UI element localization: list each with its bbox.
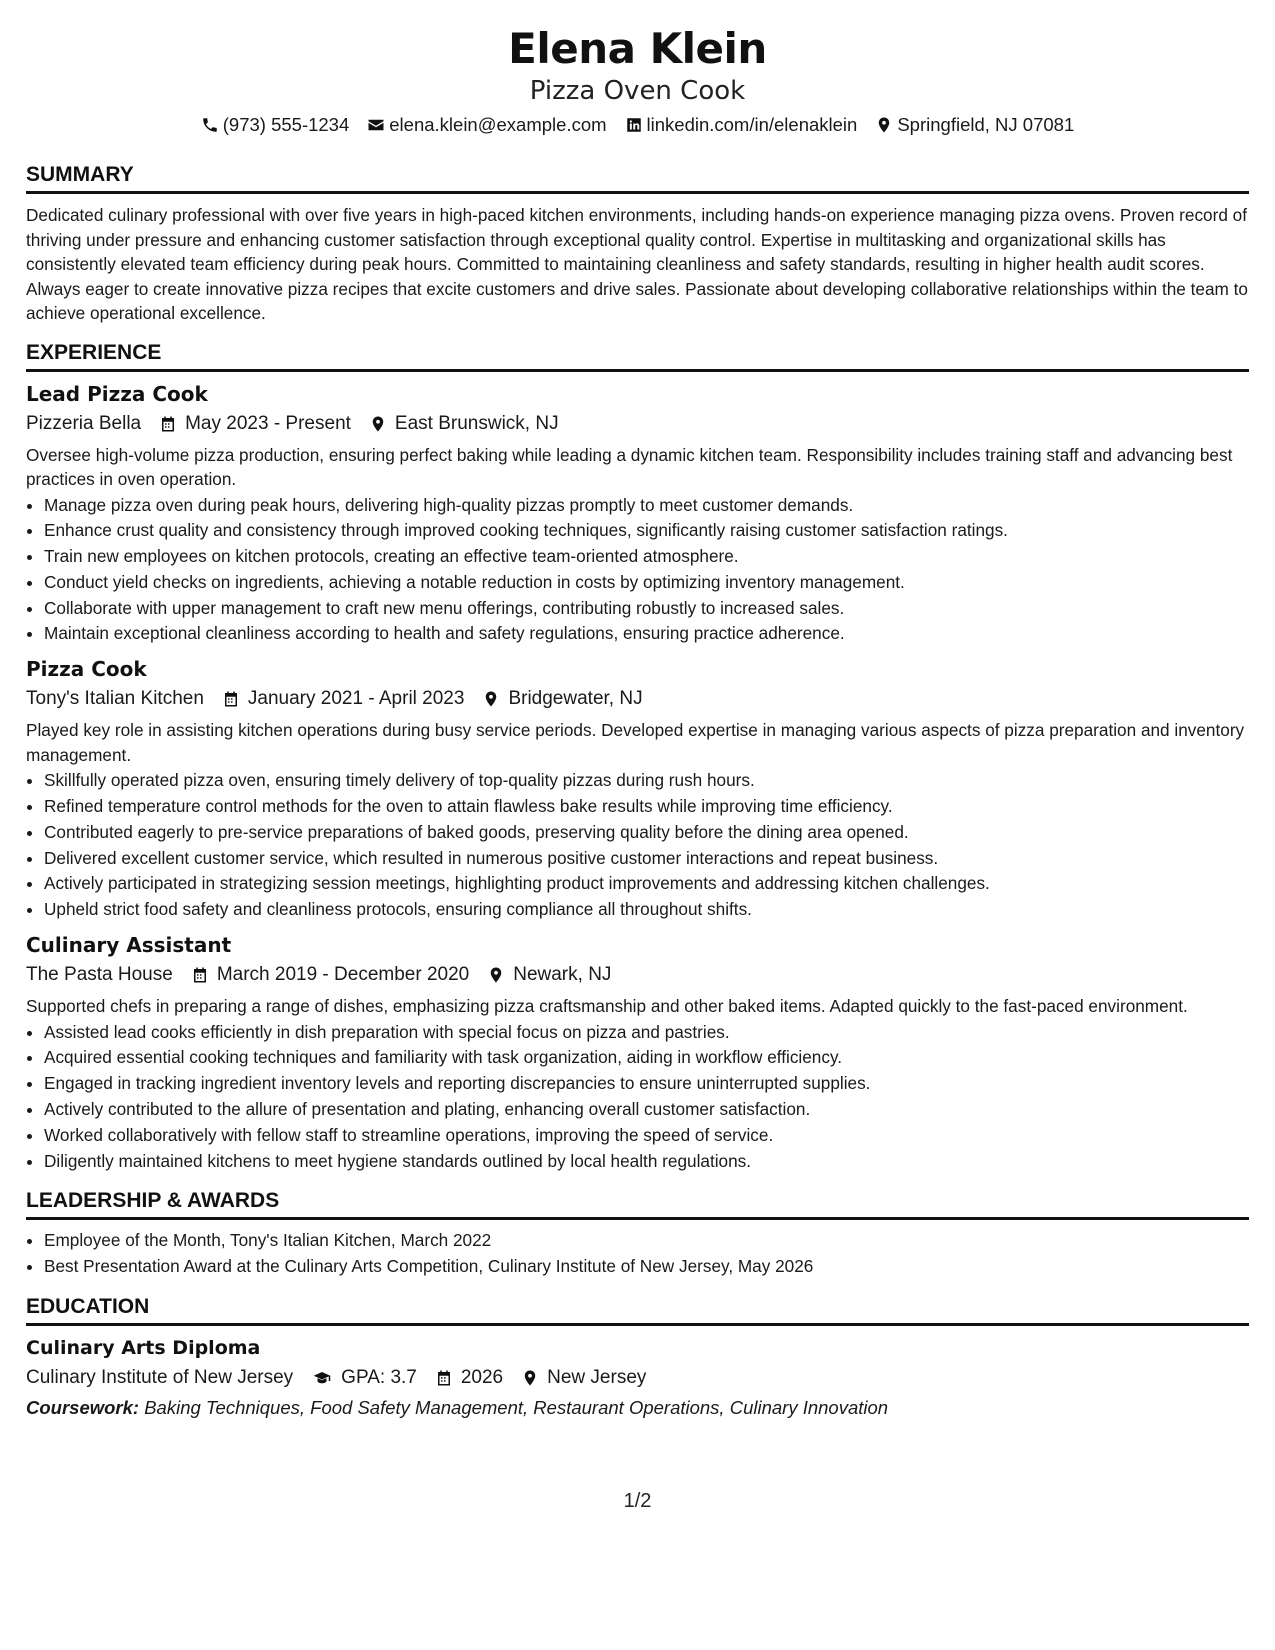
coursework-line: [26, 1394, 1249, 1422]
education-section: [26, 1294, 1249, 1422]
list-item: • Diligently maintained kitchens to meet hygiene standards outlined by local health regulations.: [44, 1149, 1249, 1175]
list-item: • Maintain exceptional cleanliness according to health and safety regulations, ensuring practice adherence.: [44, 621, 1249, 647]
list-item: • Best Presentation Award at the Culinary Arts Competition, Culinary Institute of New Jersey, May 2026: [44, 1254, 1249, 1280]
job-description: Played key role in assisting kitchen operations during busy service periods. Developed expertise in managing various aspects of pizza preparation and inventory management.: [26, 720, 1245, 765]
experience-section: [26, 340, 1249, 1175]
coursework-text: Baking Techniques, Food Safety Management, Restaurant Operations, Culinary Innovation: [144, 1396, 889, 1418]
list-item: • Enhance crust quality and consistency through improved cooking techniques, significantly raising customer satisfaction ratings.: [44, 518, 1249, 544]
phone-text: (973) 555-1234: [222, 114, 350, 135]
list-item: • Actively contributed to the allure of presentation and plating, enhancing overall customer satisfaction.: [44, 1097, 1249, 1123]
map-pin-icon: [369, 415, 387, 433]
list-item: • Delivered excellent customer service, which resulted in numerous positive customer interactions and repeat business.: [44, 846, 1249, 872]
linkedin-text: linkedin.com/in/elenaklein: [646, 114, 858, 135]
summary-text: Dedicated culinary professional with over five years in high-paced kitchen environments, including hands-on experience managing pizza ovens. Proven record of thriving under pressure and enhancing customer satisfaction through exceptional quality control. Expertise in multitasking and organizational skills has consistently elevated team efficiency during peak hours. Committed to maintaining cleanliness and safety standards, resulting in higher health audit scores. Always eager to create innovative pizza recipes that excite customers and drive sales. Passionate about developing collaborative relationships within the team to achieve operational excellence.: [26, 205, 1248, 323]
list-item: • Upheld strict food safety and cleanliness protocols, ensuring compliance all throughout shifts.: [44, 897, 1249, 923]
job-meta: [26, 685, 1249, 713]
awards-heading: LEADERSHIP & AWARDS: [26, 1188, 1249, 1220]
candidate-name: Elena Klein: [508, 24, 767, 73]
awards-section: [26, 1188, 1249, 1280]
list-item: • Collaborate with upper management to craft new menu offerings, contributing robustly to increased sales.: [44, 596, 1249, 622]
experience-heading: EXPERIENCE: [26, 340, 1249, 372]
job-location: Newark, NJ: [513, 964, 612, 986]
education-location: New Jersey: [547, 1366, 647, 1388]
summary-heading: SUMMARY: [26, 162, 1249, 194]
location-text: Springfield, NJ 07081: [897, 114, 1075, 135]
degree-title: Culinary Arts Diploma: [26, 1336, 261, 1359]
job-entry: [26, 931, 1249, 1174]
job-title: Lead Pizza Cook: [26, 381, 208, 406]
job-bullets: [26, 493, 1249, 648]
education-heading: EDUCATION: [26, 1294, 1249, 1326]
job-location: Bridgewater, NJ: [508, 688, 643, 710]
job-company: Tony's Italian Kitchen: [26, 688, 204, 710]
job-dates: March 2019 - December 2020: [216, 964, 470, 986]
job-title: Pizza Cook: [26, 657, 147, 682]
map-pin-icon: [482, 690, 500, 708]
contact-email[interactable]: [367, 112, 606, 138]
resume-header: [26, 22, 1249, 138]
job-company: Pizzeria Bella: [26, 412, 142, 434]
list-item: • Engaged in tracking ingredient inventory levels and reporting discrepancies to ensure uninterrupted supplies.: [44, 1071, 1249, 1097]
resume-page: [26, 22, 1249, 1422]
job-meta: [26, 961, 1249, 989]
job-dates: January 2021 - April 2023: [247, 688, 465, 710]
list-item: • Actively participated in strategizing session meetings, highlighting product improvements and addressing kitchen challenges.: [44, 871, 1249, 897]
list-item: • Refined temperature control methods for the oven to attain flawless bake results while improving time efficiency.: [44, 794, 1249, 820]
contact-linkedin[interactable]: [625, 112, 858, 138]
phone-icon: [201, 116, 219, 134]
contact-phone[interactable]: [201, 112, 350, 138]
awards-list: [26, 1228, 1249, 1280]
list-item: • Assisted lead cooks efficiently in dish preparation with special focus on pizza and pastries.: [44, 1020, 1249, 1046]
calendar-icon: [222, 690, 240, 708]
graduation-cap-icon: [311, 1369, 333, 1387]
coursework-label: Coursework:: [26, 1396, 140, 1418]
map-pin-icon: [521, 1369, 539, 1387]
list-item: • Skillfully operated pizza oven, ensuring timely delivery of top-quality pizzas during rush hours.: [44, 768, 1249, 794]
job-title: Culinary Assistant: [26, 933, 232, 958]
list-item: • Employee of the Month, Tony's Italian Kitchen, March 2022: [44, 1228, 1249, 1254]
list-item: • Contributed eagerly to pre-service preparations of baked goods, preserving quality before the dining area opened.: [44, 820, 1249, 846]
job-meta: [26, 410, 1249, 438]
list-item: • Train new employees on kitchen protocols, creating an effective team-oriented atmosphere.: [44, 544, 1249, 570]
gpa-text: GPA: 3.7: [341, 1366, 417, 1388]
list-item: • Acquired essential cooking techniques and familiarity with task organization, aiding in workflow efficiency.: [44, 1045, 1249, 1071]
list-item: • Manage pizza oven during peak hours, delivering high-quality pizzas promptly to meet customer demands.: [44, 493, 1249, 519]
page-number: 1/2: [623, 1490, 652, 1512]
map-pin-icon: [875, 116, 893, 134]
job-company: The Pasta House: [26, 964, 173, 986]
job-description: Oversee high-volume pizza production, ensuring perfect baking while leading a dynamic kitchen team. Responsibility includes training staff and advancing best practices in oven operation.: [26, 444, 1233, 489]
envelope-icon: [367, 116, 385, 134]
candidate-role: Pizza Oven Cook: [529, 76, 746, 106]
calendar-icon: [435, 1369, 453, 1387]
job-entry: [26, 655, 1249, 923]
calendar-icon: [191, 966, 209, 984]
calendar-icon: [159, 415, 177, 433]
list-item: • Worked collaboratively with fellow staff to streamline operations, improving the speed of service.: [44, 1123, 1249, 1149]
linkedin-icon: [625, 116, 643, 134]
contact-location: [875, 112, 1074, 138]
job-description: Supported chefs in preparing a range of dishes, emphasizing pizza craftsmanship and other baked items. Adapted quickly to the fast-paced environment.: [26, 996, 1188, 1017]
job-location: East Brunswick, NJ: [394, 412, 559, 434]
job-bullets: [26, 1020, 1249, 1175]
job-entry: [26, 380, 1249, 648]
list-item: • Conduct yield checks on ingredients, achieving a notable reduction in costs by optimizing inventory management.: [44, 570, 1249, 596]
graduation-year: 2026: [460, 1366, 504, 1388]
job-bullets: [26, 768, 1249, 923]
education-meta: [26, 1364, 1249, 1392]
summary-section: [26, 162, 1249, 326]
map-pin-icon: [487, 966, 505, 984]
job-dates: May 2023 - Present: [185, 412, 351, 434]
email-text: elena.klein@example.com: [389, 114, 607, 135]
school-name: Culinary Institute of New Jersey: [26, 1366, 294, 1388]
contact-line: [26, 112, 1249, 138]
